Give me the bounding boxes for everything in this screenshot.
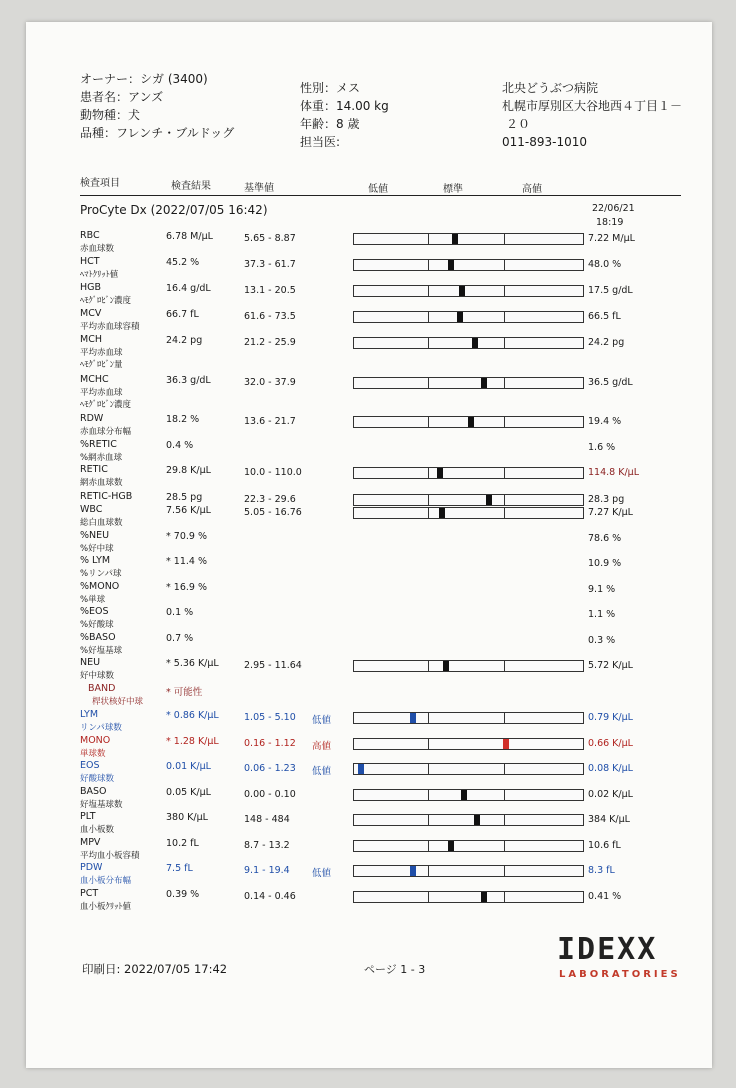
result-marker xyxy=(358,764,364,774)
col-item: 検査項目 xyxy=(80,178,120,189)
range-bar xyxy=(353,311,584,323)
previous-value: 28.3 pg xyxy=(588,494,625,505)
analyte-label-jp: 網赤血球数 xyxy=(80,478,123,488)
result-marker xyxy=(481,378,487,388)
previous-value: 10.9 % xyxy=(588,558,622,569)
range-bar xyxy=(353,712,584,724)
analyte-label-jp: ﾍﾏﾄｸﾘｯﾄ値 xyxy=(80,270,119,280)
high-divider xyxy=(504,260,505,270)
low-divider xyxy=(428,790,429,800)
analyte-label-jp: リンパ球数 xyxy=(80,723,122,733)
analyte-label-jp: %好酸球 xyxy=(80,620,114,630)
high-divider xyxy=(504,495,505,505)
range-bar xyxy=(353,507,584,519)
result-marker xyxy=(474,815,480,825)
analyte-label-jp: 赤血球数 xyxy=(80,244,115,254)
doctor-line: 担当医: xyxy=(300,135,341,149)
analyte-name: %NEU xyxy=(80,530,110,541)
analyte-label-jp: ﾍﾓｸﾞﾛﾋﾞﾝ量 xyxy=(80,360,123,370)
previous-value: 9.1 % xyxy=(588,584,616,595)
analyte-label-jp: 総白血球数 xyxy=(80,518,123,528)
result-value: * 16.9 % xyxy=(166,582,207,593)
analyte-name: %BASO xyxy=(80,632,116,643)
previous-value: 1.6 % xyxy=(588,442,616,453)
result-value: 0.1 % xyxy=(166,607,194,618)
result-marker xyxy=(452,234,458,244)
high-divider xyxy=(504,815,505,825)
header-rule xyxy=(80,195,681,196)
range-bar xyxy=(353,763,584,775)
analyte-label-jp: ﾍﾓｸﾞﾛﾋﾞﾝ濃度 xyxy=(80,400,132,410)
result-value: 0.01 K/µL xyxy=(166,761,211,772)
analyte-name: RETIC-HGB xyxy=(80,491,133,502)
col-normal: 標準 xyxy=(443,184,463,195)
high-divider xyxy=(504,234,505,244)
result-marker xyxy=(486,495,492,505)
range-bar xyxy=(353,789,584,801)
result-marker xyxy=(410,713,416,723)
idexx-logo-sub: LABORATORIES xyxy=(559,969,681,980)
reference-range: 0.16 - 1.12 xyxy=(244,738,296,749)
result-value: * 70.9 % xyxy=(166,531,207,542)
low-divider xyxy=(428,378,429,388)
analyte-name: LYM xyxy=(80,709,99,720)
range-bar xyxy=(353,467,584,479)
range-bar xyxy=(353,738,584,750)
reference-range: 0.06 - 1.23 xyxy=(244,763,296,774)
result-value: * 0.86 K/µL xyxy=(166,710,219,721)
result-value: 45.2 % xyxy=(166,257,200,268)
previous-time: 18:19 xyxy=(596,217,624,228)
analyte-name: MCHC xyxy=(80,374,109,385)
analyte-label-jp: 好中球数 xyxy=(80,671,115,681)
previous-value: 114.8 K/µL xyxy=(588,467,639,478)
result-value: 16.4 g/dL xyxy=(166,283,211,294)
high-divider xyxy=(504,892,505,902)
result-marker xyxy=(459,286,465,296)
reference-range: 22.3 - 29.6 xyxy=(244,494,296,505)
analyte-name: MONO xyxy=(80,735,111,746)
range-bar xyxy=(353,337,584,349)
previous-value: 78.6 % xyxy=(588,533,622,544)
flag-label: 高値 xyxy=(312,741,332,752)
result-value: 29.8 K/µL xyxy=(166,465,211,476)
high-divider xyxy=(504,661,505,671)
reference-range: 37.3 - 61.7 xyxy=(244,259,296,270)
low-divider xyxy=(428,417,429,427)
range-bar xyxy=(353,285,584,297)
idexx-logo: IDEXX xyxy=(557,932,658,967)
analyte-name: PDW xyxy=(80,862,103,873)
result-value: 0.7 % xyxy=(166,633,194,644)
reference-range: 2.95 - 11.64 xyxy=(244,660,302,671)
analyte-label-jp: ﾍﾓｸﾞﾛﾋﾞﾝ濃度 xyxy=(80,296,132,306)
high-divider xyxy=(504,764,505,774)
reference-range: 1.05 - 5.10 xyxy=(244,712,296,723)
previous-value: 384 K/µL xyxy=(588,814,630,825)
analyzer-title: ProCyte Dx (2022/07/05 16:42) xyxy=(80,203,268,217)
reference-range: 9.1 - 19.4 xyxy=(244,865,290,876)
high-divider xyxy=(504,312,505,322)
high-divider xyxy=(504,866,505,876)
analyte-name: RDW xyxy=(80,413,104,424)
result-marker xyxy=(439,508,445,518)
previous-value: 8.3 fL xyxy=(588,865,615,876)
analyte-label-jp: 平均赤血球容積 xyxy=(80,322,140,332)
range-bar xyxy=(353,416,584,428)
result-marker xyxy=(472,338,478,348)
range-bar xyxy=(353,233,584,245)
clinic-name: 北央どうぶつ病院 xyxy=(502,81,599,95)
result-value: * 1.28 K/µL xyxy=(166,736,219,747)
high-divider xyxy=(504,468,505,478)
patient-line: 患者名：アンズ xyxy=(80,90,164,104)
analyte-label-jp: %好塩基球 xyxy=(80,646,123,656)
flag-label: 低値 xyxy=(312,868,332,879)
high-divider xyxy=(504,790,505,800)
range-bar xyxy=(353,494,584,506)
analyte-label-jp: 血小板ｸﾘｯﾄ値 xyxy=(80,902,132,912)
analyte-name: % LYM xyxy=(80,555,111,566)
high-divider xyxy=(504,338,505,348)
previous-value: 19.4 % xyxy=(588,416,622,427)
analyte-label-jp: 赤血球分布幅 xyxy=(80,427,132,437)
low-divider xyxy=(428,468,429,478)
result-marker xyxy=(437,468,443,478)
previous-value: 0.66 K/µL xyxy=(588,738,633,749)
col-range: 基準値 xyxy=(244,183,274,194)
low-divider xyxy=(428,739,429,749)
result-value: 66.7 fL xyxy=(166,309,199,320)
previous-value: 0.41 % xyxy=(588,891,622,902)
reference-range: 8.7 - 13.2 xyxy=(244,840,290,851)
analyte-label-jp: 平均血小板容積 xyxy=(80,851,140,861)
analyte-label-jp: 単球数 xyxy=(80,749,106,759)
analyte-name: MCH xyxy=(80,334,102,345)
col-high: 高値 xyxy=(522,184,542,195)
previous-date: 22/06/21 xyxy=(592,203,635,214)
result-marker xyxy=(481,892,487,902)
analyte-name: EOS xyxy=(80,760,100,771)
previous-value: 17.5 g/dL xyxy=(588,285,633,296)
low-divider xyxy=(428,338,429,348)
low-divider xyxy=(428,495,429,505)
low-divider xyxy=(428,286,429,296)
report-sheet xyxy=(26,22,712,1068)
previous-value: 10.6 fL xyxy=(588,840,621,851)
analyte-label-jp: %リンパ球 xyxy=(80,569,122,579)
low-divider xyxy=(428,764,429,774)
low-divider xyxy=(428,815,429,825)
analyte-label-jp: 好塩基球数 xyxy=(80,800,123,810)
result-marker xyxy=(461,790,467,800)
result-value: 0.39 % xyxy=(166,889,200,900)
high-divider xyxy=(504,841,505,851)
low-divider xyxy=(428,892,429,902)
previous-value: 0.79 K/µL xyxy=(588,712,633,723)
range-bar xyxy=(353,377,584,389)
result-value: 0.05 K/µL xyxy=(166,787,211,798)
result-value: 7.5 fL xyxy=(166,863,193,874)
analyte-label-jp: 桿状核好中球 xyxy=(92,697,144,707)
high-divider xyxy=(504,286,505,296)
analyte-label-jp: 平均赤血球 xyxy=(80,348,123,358)
range-bar xyxy=(353,891,584,903)
analyte-label-jp: 平均赤血球 xyxy=(80,388,123,398)
analyte-name: MPV xyxy=(80,837,101,848)
low-divider xyxy=(428,661,429,671)
high-divider xyxy=(504,378,505,388)
previous-value: 7.27 K/µL xyxy=(588,507,633,518)
flag-label: 低値 xyxy=(312,715,332,726)
high-divider xyxy=(504,417,505,427)
result-value: 24.2 pg xyxy=(166,335,203,346)
col-low: 低値 xyxy=(368,184,388,195)
analyte-label-jp: %網赤血球 xyxy=(80,453,123,463)
reference-range: 13.1 - 20.5 xyxy=(244,285,296,296)
low-divider xyxy=(428,841,429,851)
result-marker xyxy=(448,260,454,270)
range-bar xyxy=(353,840,584,852)
result-value: 6.78 M/µL xyxy=(166,231,213,242)
reference-range: 0.00 - 0.10 xyxy=(244,789,296,800)
reference-range: 0.14 - 0.46 xyxy=(244,891,296,902)
result-marker xyxy=(457,312,463,322)
analyte-name: NEU xyxy=(80,657,101,668)
analyte-name: RBC xyxy=(80,230,100,241)
analyte-name: HGB xyxy=(80,282,102,293)
low-divider xyxy=(428,713,429,723)
breed-line: 品種：フレンチ・ブルドッグ xyxy=(80,126,235,140)
analyte-label-jp: 血小板分布幅 xyxy=(80,876,132,886)
reference-range: 5.05 - 16.76 xyxy=(244,507,302,518)
result-marker xyxy=(468,417,474,427)
previous-value: 7.22 M/µL xyxy=(588,233,635,244)
age-line: 年齢：8 歳 xyxy=(300,117,360,131)
analyte-name: RETIC xyxy=(80,464,108,475)
result-marker xyxy=(443,661,449,671)
analyte-label-jp: %好中球 xyxy=(80,544,114,554)
result-marker xyxy=(448,841,454,851)
species-line: 動物種：犬 xyxy=(80,108,141,122)
analyte-name: HCT xyxy=(80,256,100,267)
analyte-name: %EOS xyxy=(80,606,109,617)
printed-date: 印刷日: 2022/07/05 17:42 xyxy=(82,962,228,976)
low-divider xyxy=(428,260,429,270)
low-divider xyxy=(428,312,429,322)
clinic-address-1: 札幌市厚別区大谷地西４丁目１－ xyxy=(502,99,683,113)
result-value: 36.3 g/dL xyxy=(166,375,211,386)
result-value: * 可能性 xyxy=(166,687,203,698)
low-divider xyxy=(428,866,429,876)
result-value: 10.2 fL xyxy=(166,838,199,849)
reference-range: 32.0 - 37.9 xyxy=(244,377,296,388)
range-bar xyxy=(353,259,584,271)
high-divider xyxy=(504,713,505,723)
previous-value: 0.08 K/µL xyxy=(588,763,633,774)
analyte-label-jp: 好酸球数 xyxy=(80,774,115,784)
analyte-label-jp: 血小板数 xyxy=(80,825,115,835)
analyte-name: PCT xyxy=(80,888,99,899)
analyte-name: %MONO xyxy=(80,581,120,592)
analyte-name: BAND xyxy=(88,683,116,694)
result-value: * 5.36 K/µL xyxy=(166,658,219,669)
owner-line: オーナー：シガ (3400) xyxy=(80,72,208,86)
previous-value: 5.72 K/µL xyxy=(588,660,633,671)
reference-range: 13.6 - 21.7 xyxy=(244,416,296,427)
sex-line: 性別：メス xyxy=(300,81,361,95)
col-result: 検査結果 xyxy=(171,181,211,192)
result-value: 0.4 % xyxy=(166,440,194,451)
result-marker xyxy=(503,739,509,749)
analyte-name: PLT xyxy=(80,811,96,822)
range-bar xyxy=(353,660,584,672)
previous-value: 1.1 % xyxy=(588,609,616,620)
previous-value: 24.2 pg xyxy=(588,337,625,348)
reference-range: 148 - 484 xyxy=(244,814,290,825)
clinic-phone: 011-893-1010 xyxy=(502,135,588,149)
weight-line: 体重：14.00 kg xyxy=(300,99,389,113)
analyte-name: BASO xyxy=(80,786,107,797)
result-value: * 11.4 % xyxy=(166,556,207,567)
result-value: 28.5 pg xyxy=(166,492,203,503)
range-bar xyxy=(353,865,584,877)
analyte-label-jp: %単球 xyxy=(80,595,106,605)
previous-value: 0.02 K/µL xyxy=(588,789,633,800)
result-value: 18.2 % xyxy=(166,414,200,425)
flag-label: 低値 xyxy=(312,766,332,777)
reference-range: 10.0 - 110.0 xyxy=(244,467,302,478)
reference-range: 21.2 - 25.9 xyxy=(244,337,296,348)
previous-value: 0.3 % xyxy=(588,635,616,646)
analyte-name: WBC xyxy=(80,504,103,515)
previous-value: 36.5 g/dL xyxy=(588,377,633,388)
analyte-name: %RETIC xyxy=(80,439,117,450)
range-bar xyxy=(353,814,584,826)
result-marker xyxy=(410,866,416,876)
low-divider xyxy=(428,234,429,244)
low-divider xyxy=(428,508,429,518)
reference-range: 61.6 - 73.5 xyxy=(244,311,296,322)
previous-value: 66.5 fL xyxy=(588,311,621,322)
result-value: 380 K/µL xyxy=(166,812,208,823)
previous-value: 48.0 % xyxy=(588,259,622,270)
page-number: ページ 1 - 3 xyxy=(364,963,426,976)
clinic-address-2: ２０ xyxy=(506,117,531,131)
result-value: 7.56 K/µL xyxy=(166,505,211,516)
high-divider xyxy=(504,508,505,518)
analyte-name: MCV xyxy=(80,308,102,319)
reference-range: 5.65 - 8.87 xyxy=(244,233,296,244)
